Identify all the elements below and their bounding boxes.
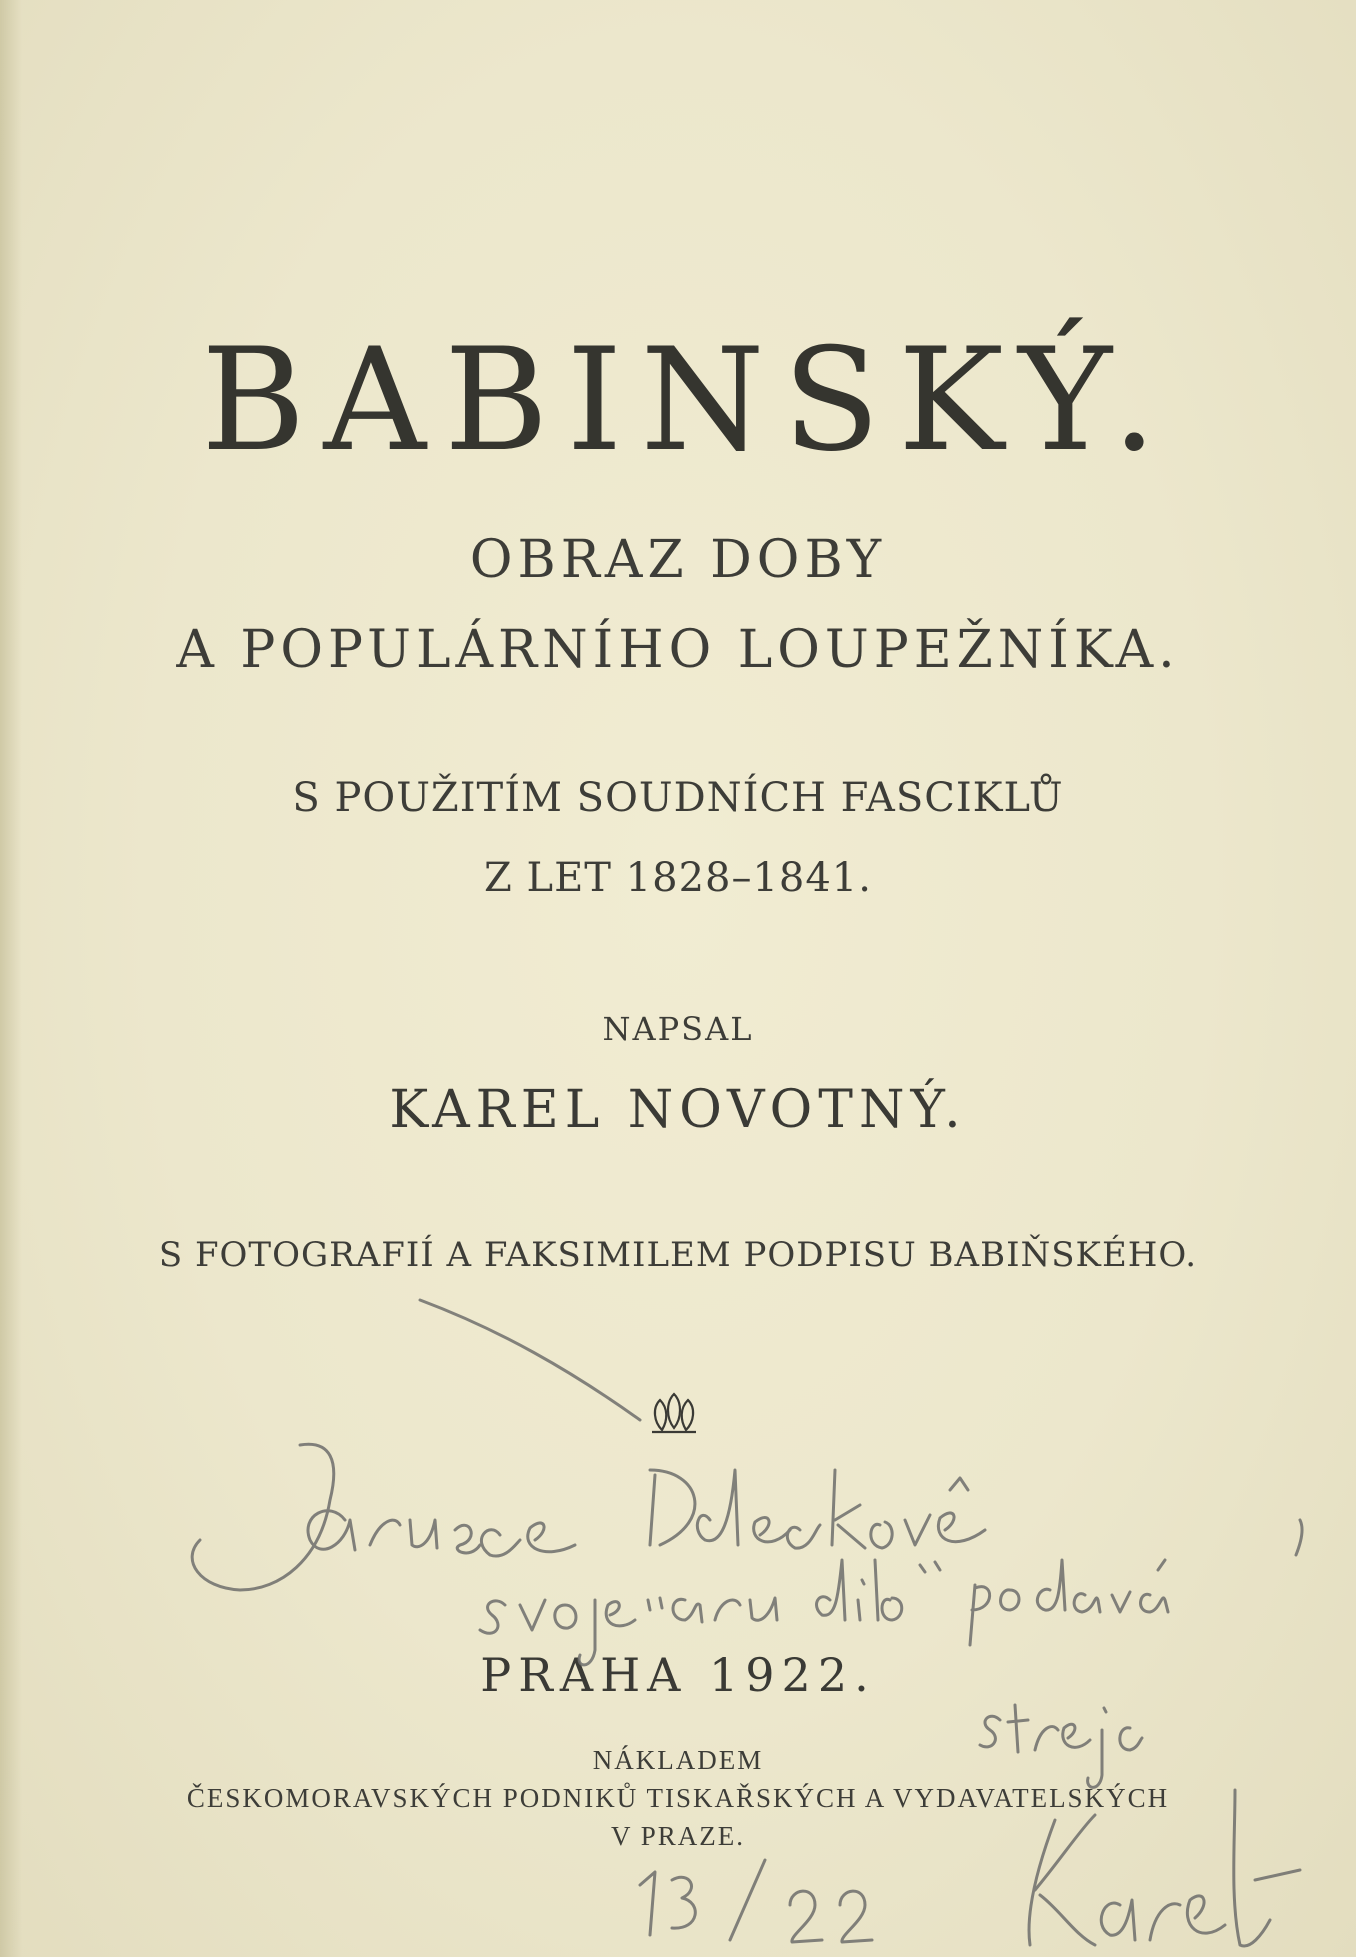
book-title: BABINSKÝ. xyxy=(201,318,1175,483)
source-line-1: S POUŽITÍM SOUDNÍCH FASCIKLŮ xyxy=(292,775,1064,821)
illustration-note: S FOTOGRAFIÍ A FAKSIMILEM PODPISU BABIŇSKÉHO. xyxy=(158,1235,1198,1275)
subtitle-line-2: A POPULÁRNÍHO LOUPEŽNÍKA. xyxy=(176,620,1180,680)
subtitle-line-1: OBRAZ DOBY xyxy=(469,530,887,590)
publisher-line-3: V PRAZE. xyxy=(610,1821,746,1851)
publisher-line-2: ČESKOMORAVSKÝCH PODNIKŮ TISKAŘSKÝCH A VYDAVATELSKÝCH xyxy=(186,1783,1170,1813)
author-name: KAREL NOVOTNÝ. xyxy=(389,1080,967,1140)
place-and-year: PRAHA 1922. xyxy=(480,1648,876,1702)
byline-label: NAPSAL xyxy=(602,1010,754,1048)
source-line-2: Z LET 1828–1841. xyxy=(484,855,872,901)
publisher-line-1: NÁKLADEM xyxy=(592,1745,764,1775)
